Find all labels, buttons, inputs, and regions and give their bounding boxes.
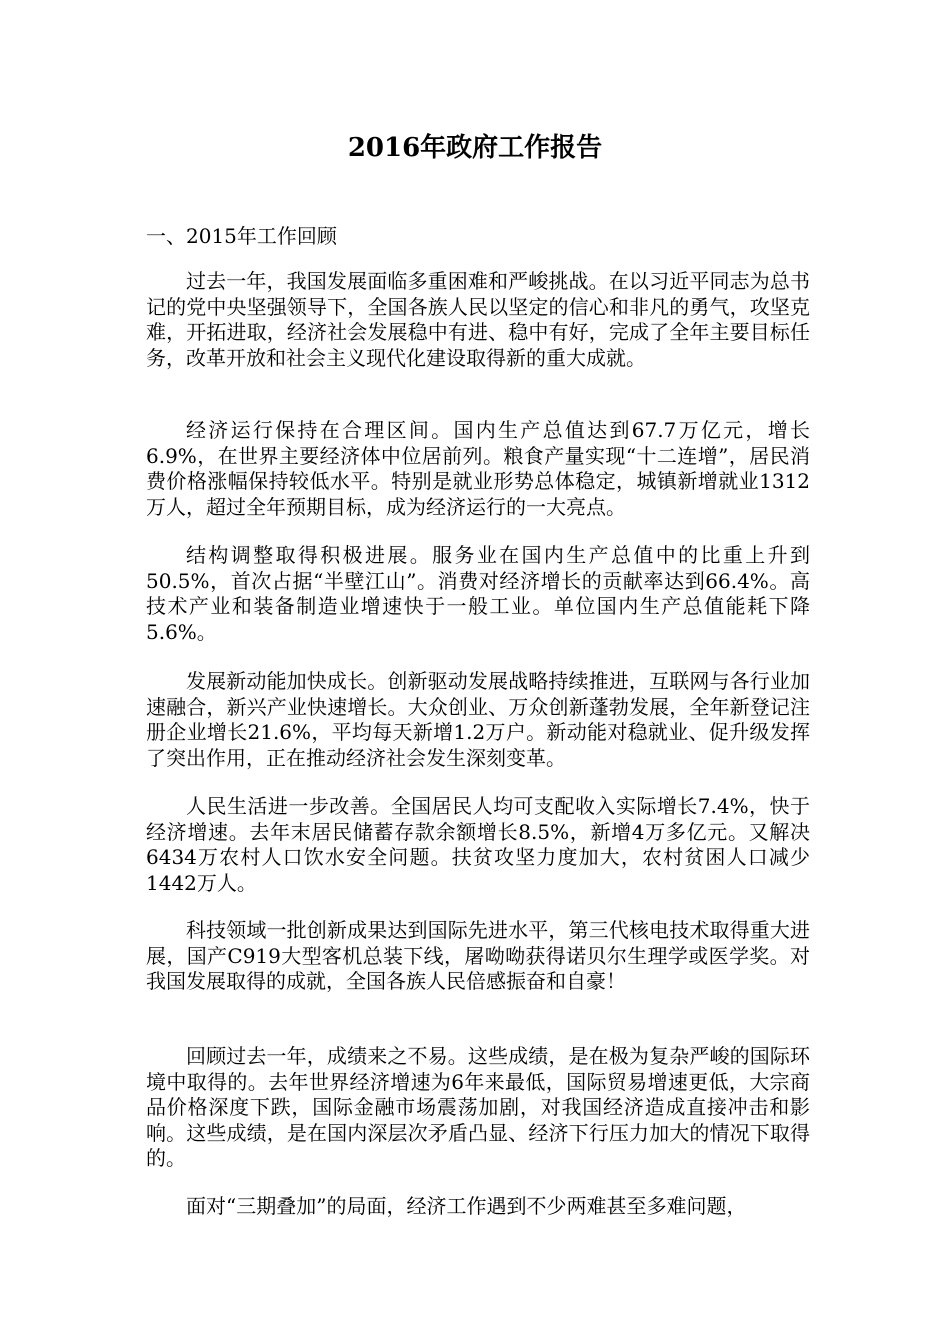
paragraph: 结构调整取得积极进展。服务业在国内生产总值中的比重上升到50.5%，首次占据“半壁江山”。消费对经济增长的贡献率达到66.4%。高技术产业和装备制造业增速快于一般工业。单位国内生产总值能耗下降5.6%。: [146, 543, 810, 644]
paragraph: 经济运行保持在合理区间。国内生产总值达到67.7万亿元，增长6.9%，在世界主要经济体中位居前列。粮食产量实现“十二连增”，居民消费价格涨幅保持较低水平。特别是就业形势总体稳定，城镇新增就业1312万人，超过全年预期目标，成为经济运行的一大亮点。: [146, 418, 810, 519]
document-title: 2016年政府工作报告: [347, 133, 603, 163]
section-heading: 一、2015年工作回顾: [146, 224, 337, 248]
paragraph: 人民生活进一步改善。全国居民人均可支配收入实际增长7.4%，快于经济增速。去年末居民储蓄存款余额增长8.5%，新增4万多亿元。又解决6434万农村人口饮水安全问题。扶贫攻坚力度加大，农村贫困人口减少1442万人。: [146, 794, 810, 895]
paragraph: 科技领域一批创新成果达到国际先进水平，第三代核电技术取得重大进展，国产C919大型客机总装下线，屠呦呦获得诺贝尔生理学或医学奖。对我国发展取得的成就，全国各族人民倍感振奋和自豪！: [146, 918, 810, 993]
paragraph: 面对“三期叠加”的局面，经济工作遇到不少两难甚至多难问题，: [186, 1194, 747, 1218]
paragraph: 过去一年，我国发展面临多重困难和严峻挑战。在以习近平同志为总书记的党中央坚强领导下，全国各族人民以坚定的信心和非凡的勇气，攻坚克难，开拓进取，经济社会发展稳中有进、稳中有好，完成了全年主要目标任务，改革开放和社会主义现代化建设取得新的重大成就。: [146, 269, 810, 370]
paragraph: 发展新动能加快成长。创新驱动发展战略持续推进，互联网与各行业加速融合，新兴产业快速增长。大众创业、万众创新蓬勃发展，全年新登记注册企业增长21.6%，平均每天新增1.2万户。新动能对稳就业、促升级发挥了突出作用，正在推动经济社会发生深刻变革。: [146, 669, 810, 770]
paragraph: 回顾过去一年，成绩来之不易。这些成绩，是在极为复杂严峻的国际环境中取得的。去年世界经济增速为6年来最低，国际贸易增速更低，大宗商品价格深度下跌，国际金融市场震荡加剧，对我国经济造成直接冲击和影响。这些成绩，是在国内深层次矛盾凸显、经济下行压力加大的情况下取得的。: [146, 1044, 810, 1170]
